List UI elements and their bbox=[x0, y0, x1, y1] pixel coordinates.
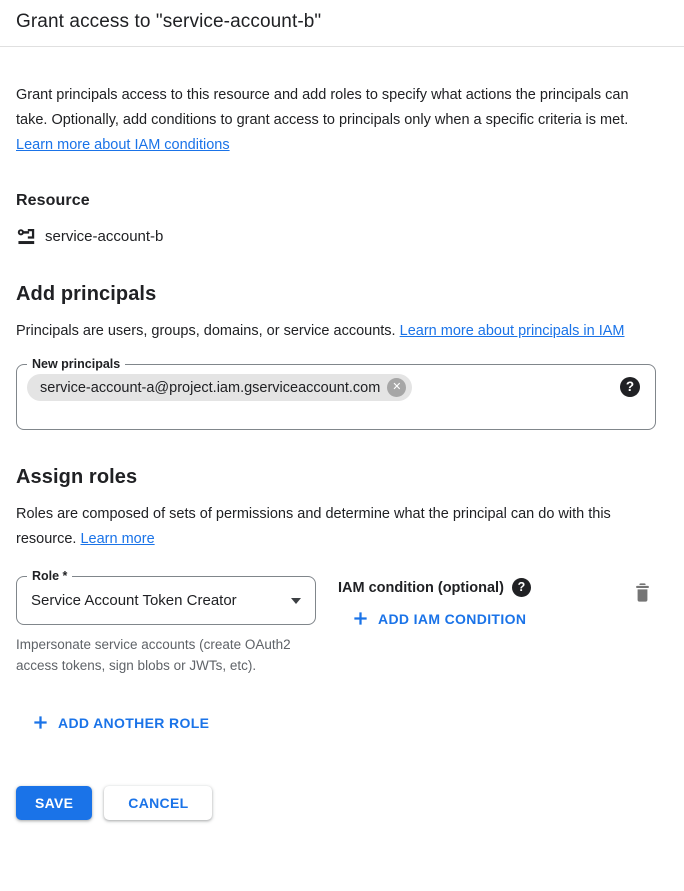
role-column bbox=[16, 569, 316, 676]
dialog-title: Grant access to "service-account-b" bbox=[16, 11, 322, 32]
roles-description-text: Roles are composed of sets of permissions and determine what the principal can do with this resource. bbox=[16, 506, 611, 547]
intro-paragraph bbox=[16, 83, 656, 158]
add-principals-heading: Add principals bbox=[16, 283, 157, 305]
new-principals-label: New principals bbox=[27, 356, 125, 373]
assign-roles-heading: Assign roles bbox=[16, 466, 138, 488]
role-select[interactable] bbox=[16, 569, 316, 625]
principals-description bbox=[16, 319, 656, 344]
delete-role-button[interactable] bbox=[629, 578, 656, 610]
resource-name: service-account-b bbox=[45, 228, 164, 245]
save-button[interactable]: SAVE bbox=[16, 786, 92, 820]
iam-condition-label-row bbox=[338, 578, 531, 597]
role-label: Role * bbox=[27, 568, 72, 585]
plus-icon bbox=[32, 714, 49, 731]
dialog-content bbox=[0, 83, 684, 837]
add-iam-condition-label: ADD IAM CONDITION bbox=[378, 610, 527, 627]
chevron-down-icon bbox=[291, 598, 301, 604]
principal-chip bbox=[27, 374, 412, 401]
iam-condition-help-icon[interactable]: ? bbox=[512, 578, 531, 597]
add-another-role-button[interactable] bbox=[32, 714, 209, 731]
new-principals-field[interactable] bbox=[16, 357, 656, 430]
role-row bbox=[16, 569, 656, 676]
plus-icon bbox=[352, 610, 369, 627]
principal-chip-value: service-account-a@project.iam.gserviceaccount.com bbox=[40, 379, 381, 396]
roles-learn-more-link[interactable]: Learn more bbox=[80, 531, 155, 547]
cancel-button[interactable]: CANCEL bbox=[104, 786, 212, 820]
principals-description-text: Principals are users, groups, domains, or service accounts. bbox=[16, 323, 400, 339]
add-iam-condition-button[interactable] bbox=[352, 610, 526, 627]
trash-icon bbox=[633, 591, 652, 606]
role-selected-value: Service Account Token Creator bbox=[31, 592, 237, 609]
dialog-footer bbox=[16, 786, 656, 837]
role-description: Impersonate service accounts (create OAuth2 access tokens, sign blobs or JWTs, etc). bbox=[16, 637, 291, 673]
help-icon[interactable]: ? bbox=[620, 377, 640, 397]
roles-description bbox=[16, 502, 656, 552]
resource-heading: Resource bbox=[16, 192, 90, 209]
add-another-role-label: ADD ANOTHER ROLE bbox=[58, 714, 210, 731]
close-circle-icon[interactable]: ✕ bbox=[387, 378, 406, 397]
iam-condition-label: IAM condition (optional) bbox=[338, 579, 504, 596]
iam-condition-column bbox=[338, 576, 531, 632]
service-account-icon bbox=[16, 226, 37, 247]
resource-row bbox=[16, 226, 656, 247]
principals-learn-more-link[interactable]: Learn more about principals in IAM bbox=[399, 323, 625, 339]
intro-text: Grant principals access to this resource and add roles to specify what actions the principals can take. Optionally, add conditions to grant access to principals only when a specific criteria is met. bbox=[16, 87, 629, 128]
iam-conditions-link[interactable]: Learn more about IAM conditions bbox=[16, 137, 230, 153]
dialog-title-bar bbox=[0, 0, 684, 47]
